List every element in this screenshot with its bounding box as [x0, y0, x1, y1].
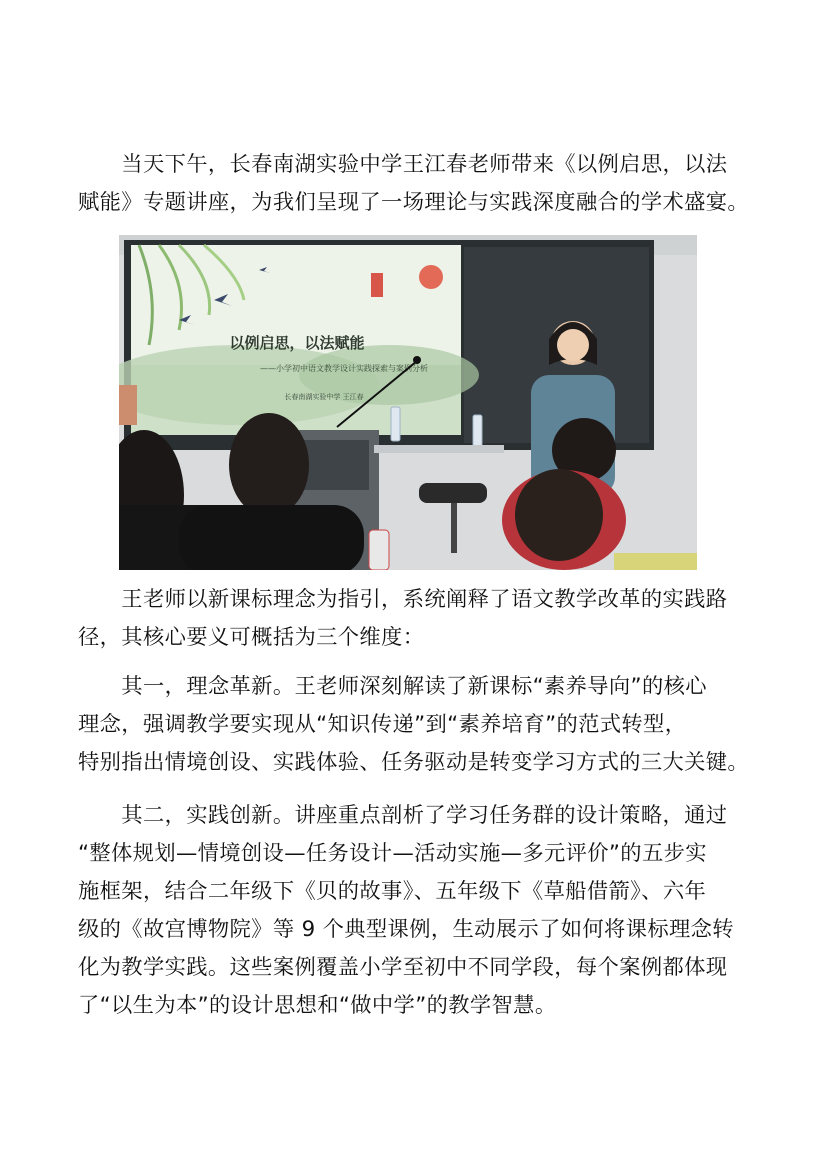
text-line: 赋能》专题讲座，为我们呈现了一场理论与实践深度融合的学术盛宴。	[78, 190, 750, 215]
text-line: 施框架，结合二年级下《贝的故事》、五年级下《草船借箭》、六年	[78, 879, 707, 904]
paragraph-overview	[78, 581, 758, 657]
text-line: 其一，理念革新。王老师深刻解读了新课标“素养导向”的核心	[78, 674, 707, 699]
paragraph-practice	[78, 797, 758, 1025]
paragraph-intro	[78, 146, 758, 222]
text-line: “整体规划—情境创设—任务设计—活动实施—多元评价”的五步实	[78, 841, 707, 866]
text-line: 了“以生为本”的设计思想和“做中学”的教学智慧。	[78, 993, 557, 1018]
paragraph-concept	[78, 668, 758, 782]
slide-subtitle: ——小学初中语文教学设计实践探索与案例分析	[260, 364, 428, 373]
lecture-photo	[119, 235, 697, 570]
text-line: 特别指出情境创设、实践体验、任务驱动是转变学习方式的三大关键。	[78, 750, 750, 775]
slide-title: 以例启思，以法赋能	[229, 334, 365, 352]
text-line: 化为教学实践。这些案例覆盖小学至初中不同学段，每个案例都体现	[78, 955, 728, 980]
text-line: 王老师以新课标理念为指引，系统阐释了语文教学改革的实践路	[78, 587, 728, 612]
text-line: 级的《故宫博物院》等 9 个典型课例，生动展示了如何将课标理念转	[78, 917, 734, 942]
slide-footer: 长春南湖实验中学 王江春	[284, 393, 364, 401]
text-line: 其二，实践创新。讲座重点剖析了学习任务群的设计策略，通过	[78, 803, 728, 828]
text-line: 径，其核心要义可概括为三个维度：	[78, 625, 425, 650]
text-line: 理念，强调教学要实现从“知识传递”到“素养培育”的范式转型，	[78, 712, 687, 737]
text-line: 当天下午，长春南湖实验中学王江春老师带来《以例启思，以法	[78, 152, 728, 177]
